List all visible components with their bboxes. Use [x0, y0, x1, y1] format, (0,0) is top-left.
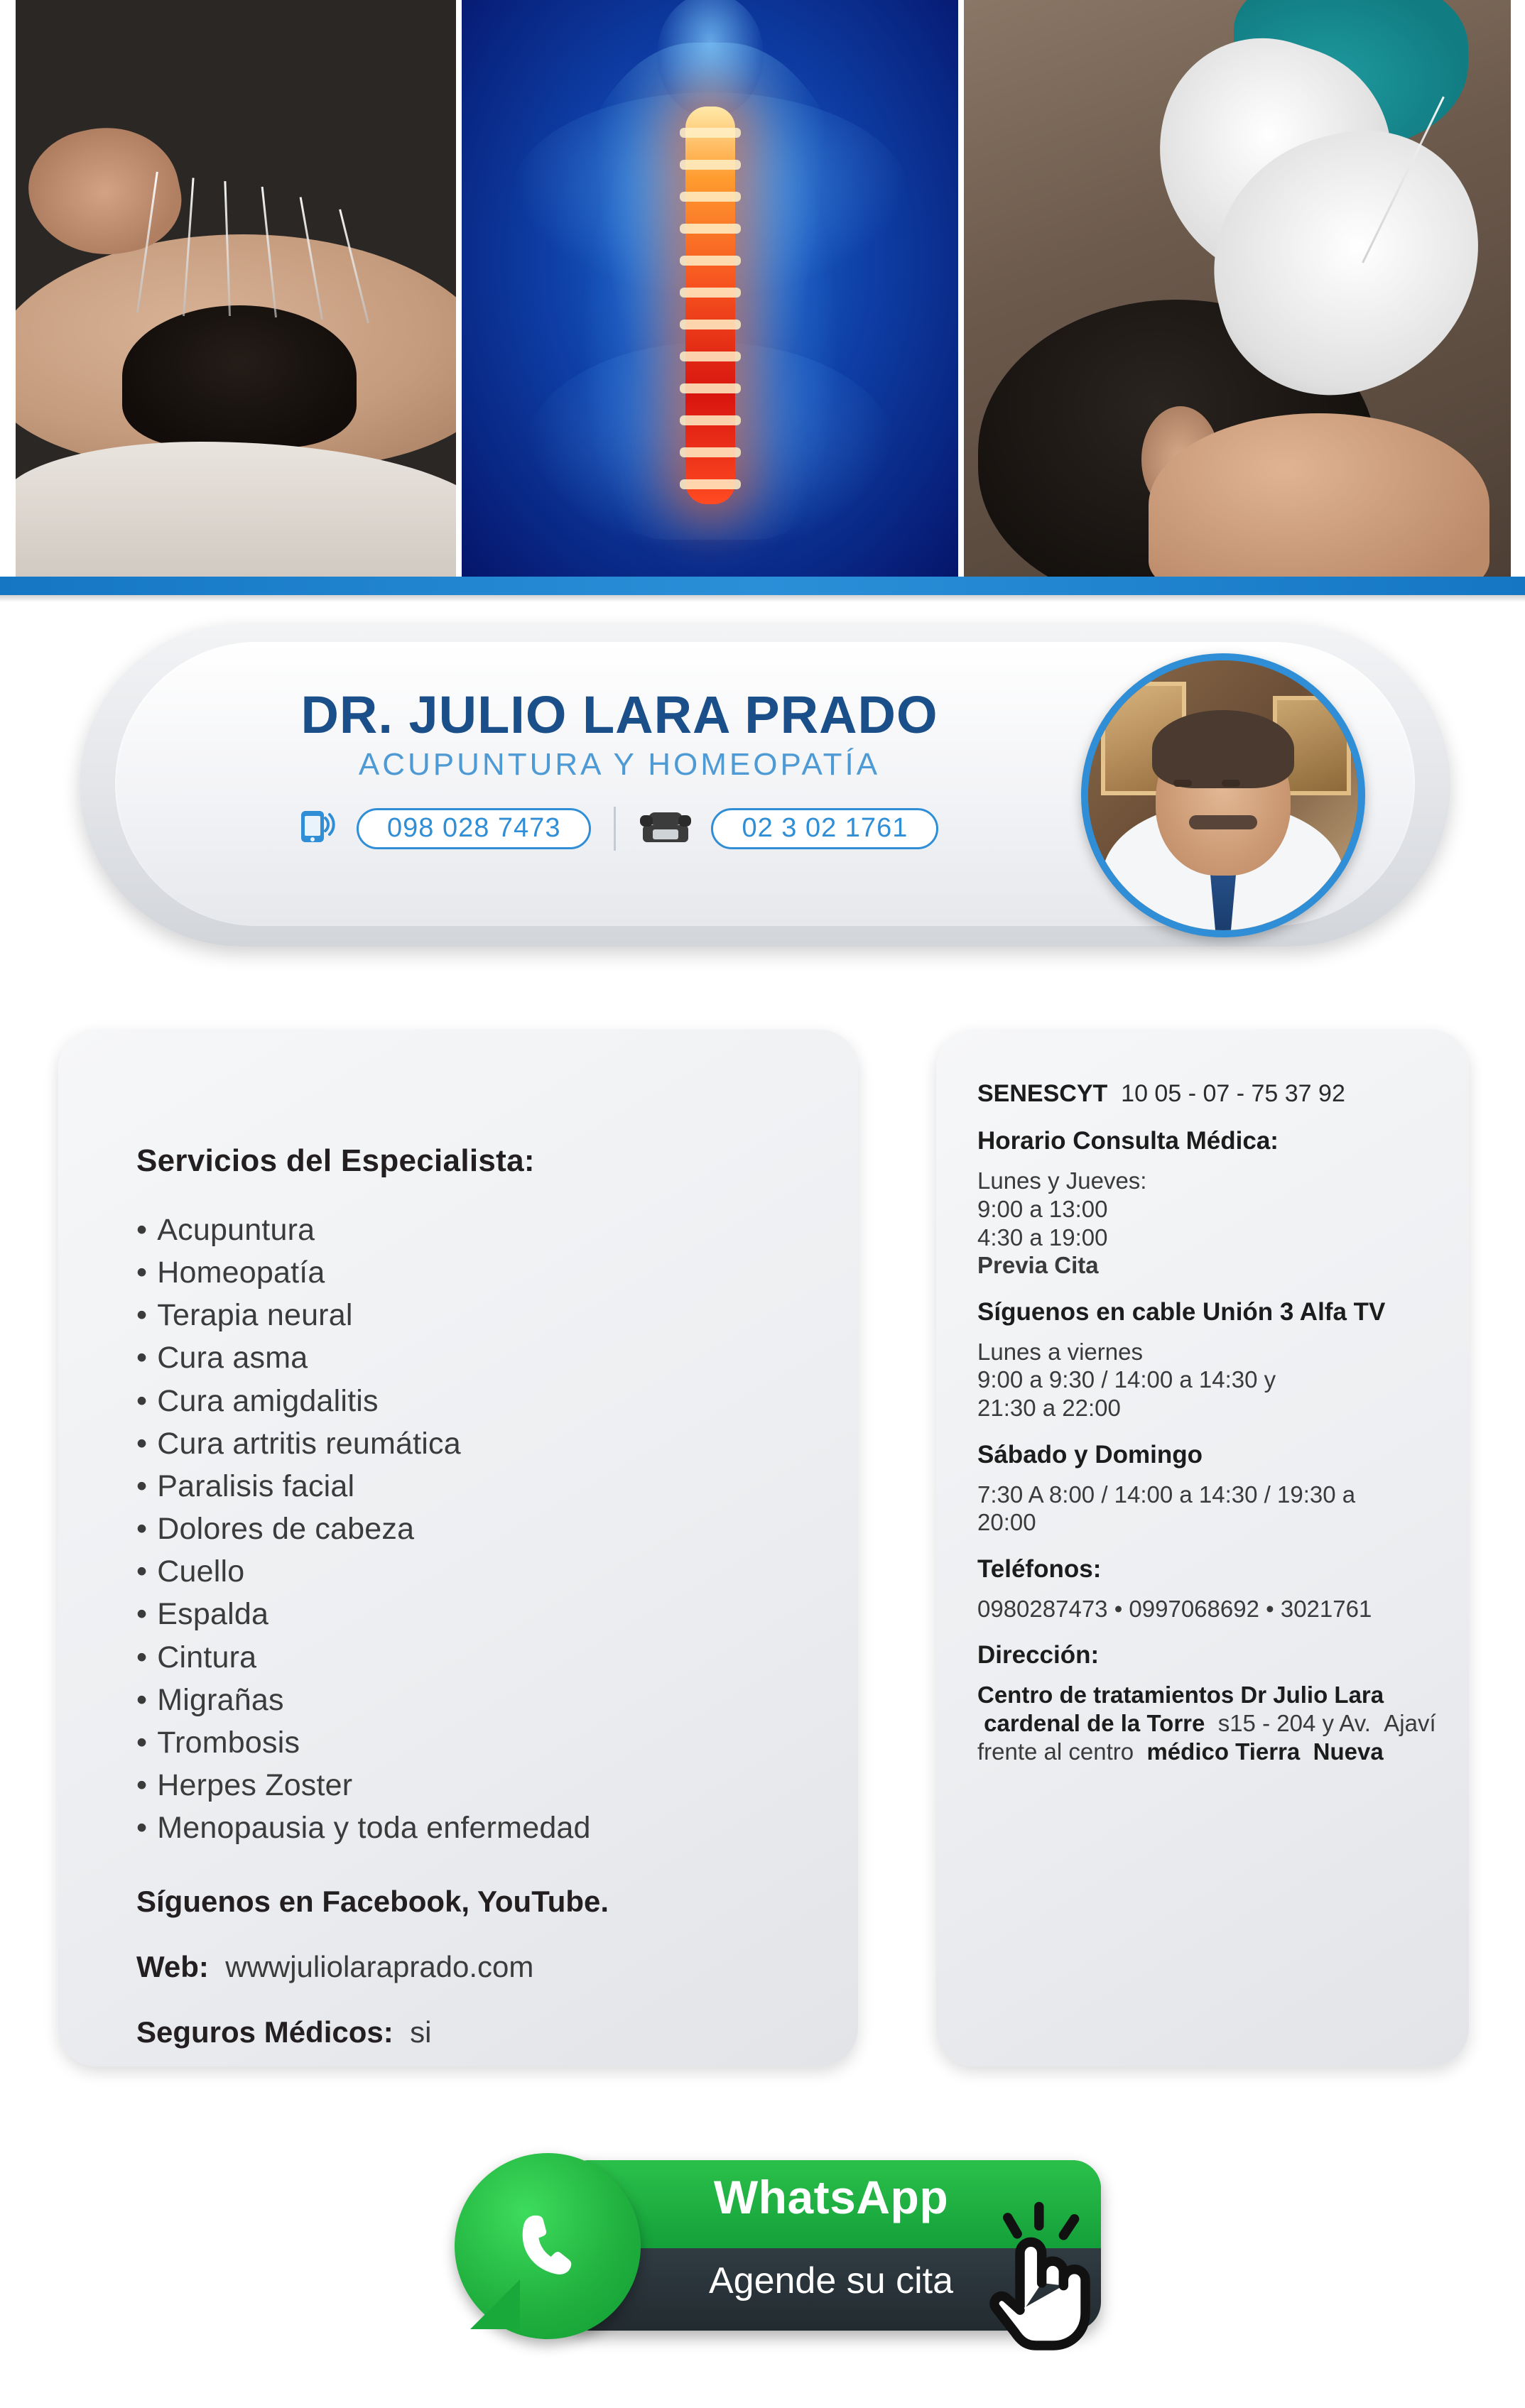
- service-label: Herpes Zoster: [157, 1768, 353, 1803]
- list-item: • Cura asma: [136, 1341, 308, 1375]
- insurance-label: Seguros Médicos:: [136, 2015, 394, 2049]
- phones-block: [977, 1555, 1440, 1623]
- list-item: • Cura artritis reumática: [136, 1426, 461, 1461]
- senescyt-value: 10 05 - 07 - 75 37 92: [1121, 1080, 1345, 1107]
- tv-title: Síguenos en cable Unión 3 Alfa TV: [977, 1297, 1386, 1326]
- service-label: Homeopatía: [157, 1255, 325, 1290]
- specialty-subtitle: ACUPUNTURA Y HOMEOPATÍA: [358, 747, 881, 782]
- whatsapp-subtitle: Agende su cita: [708, 2260, 954, 2301]
- header-card-inner: [115, 642, 1415, 926]
- service-label: Cura amigdalitis: [157, 1383, 379, 1418]
- list-item: • Cuello: [136, 1554, 245, 1589]
- mobile-phone-icon: [293, 804, 338, 853]
- senescyt-label: SENESCYT: [977, 1080, 1108, 1107]
- service-label: Espalda: [157, 1597, 269, 1632]
- social-follow-label: Síguenos en Facebook, YouTube.: [136, 1885, 609, 1919]
- service-label: Menopausia y toda enfermedad: [157, 1811, 591, 1846]
- phone-separator: [614, 807, 616, 851]
- photo-acupuncture-back: [16, 0, 456, 577]
- services-body: [136, 1143, 815, 2081]
- photo-spine-illustration: [462, 0, 959, 577]
- list-item: • Herpes Zoster: [136, 1768, 353, 1803]
- photo-band: [16, 0, 1511, 577]
- whatsapp-title: WhatsApp: [713, 2171, 949, 2223]
- blue-divider-bar: [0, 577, 1525, 595]
- phone-row: [293, 804, 938, 853]
- services-title: Servicios del Especialista:: [136, 1143, 535, 1178]
- service-label: Cuello: [157, 1554, 245, 1589]
- service-label: Trombosis: [157, 1725, 300, 1760]
- whatsapp-cta[interactable]: [455, 2145, 1122, 2358]
- list-item: • Terapia neural: [136, 1298, 353, 1333]
- list-item: • Dolores de cabeza: [136, 1512, 415, 1547]
- list-item: • Trombosis: [136, 1725, 300, 1760]
- divider-shadow: [0, 595, 1525, 602]
- avatar: [1081, 653, 1365, 937]
- services-footer: [136, 1885, 815, 2049]
- address-line-6: Nueva: [1313, 1738, 1384, 1765]
- list-item: • Menopausia y toda enfermedad: [136, 1811, 591, 1846]
- service-label: Cura artritis reumática: [157, 1426, 461, 1461]
- tv-weekday-times-2: 21:30 a 22:00: [977, 1395, 1121, 1422]
- insurance-value: si: [410, 2015, 432, 2049]
- website-line: [136, 1950, 815, 1984]
- address-text: [977, 1681, 1440, 1765]
- mobile-phone-number[interactable]: 098 028 7473: [357, 808, 591, 849]
- landline-phone-number[interactable]: 02 3 02 1761: [711, 808, 938, 849]
- photo-neck-treatment: [964, 0, 1511, 577]
- page-title: DR. JULIO LARA PRADO: [300, 685, 938, 744]
- service-label: Acupuntura: [157, 1213, 315, 1247]
- schedule-title: Horario Consulta Médica:: [977, 1127, 1279, 1155]
- tv-weekday-times-1: 9:00 a 9:30 / 14:00 a 14:30 y: [977, 1366, 1276, 1393]
- tv-weekend-times-2: 20:00: [977, 1509, 1036, 1536]
- tv-weekend-times-1: 7:30 A 8:00 / 14:00 a 14:30 / 19:30 a: [977, 1481, 1356, 1508]
- list-item: • Cintura: [136, 1640, 257, 1674]
- website-label: Web:: [136, 1950, 209, 1984]
- info-body: [977, 1079, 1440, 1784]
- phones-value[interactable]: 0980287473 • 0997068692 • 3021761: [977, 1595, 1372, 1622]
- tv-block: [977, 1298, 1440, 1422]
- weekend-block: [977, 1441, 1440, 1537]
- service-label: Paralisis facial: [157, 1469, 355, 1503]
- schedule-block: [977, 1127, 1440, 1279]
- list-item: • Acupuntura: [136, 1213, 315, 1247]
- list-item: • Homeopatía: [136, 1255, 325, 1290]
- address-line-2: cardenal de la Torre: [984, 1710, 1205, 1736]
- list-item: • Espalda: [136, 1597, 269, 1632]
- address-line-3: s15 - 204 y Av.: [1217, 1710, 1371, 1736]
- schedule-days: Lunes y Jueves:: [977, 1167, 1147, 1194]
- address-line-5: médico Tierra: [1146, 1738, 1301, 1765]
- hand-cursor-icon: [955, 2199, 1118, 2362]
- tv-weekend-title: Sábado y Domingo: [977, 1440, 1203, 1469]
- address-title: Dirección:: [977, 1641, 1100, 1669]
- list-item: • Migrañas: [136, 1682, 284, 1717]
- senescyt-block: [977, 1079, 1440, 1108]
- header-card: [80, 623, 1450, 947]
- address-block: [977, 1641, 1440, 1765]
- schedule-afternoon: 4:30 a 19:00: [977, 1224, 1108, 1251]
- list-item: • Cura amigdalitis: [136, 1383, 379, 1418]
- service-label: Terapia neural: [157, 1298, 353, 1333]
- service-label: Dolores de cabeza: [157, 1512, 415, 1547]
- services-panel: [58, 1030, 858, 2066]
- schedule-note: Previa Cita: [977, 1252, 1099, 1279]
- phones-title: Teléfonos:: [977, 1554, 1102, 1583]
- insurance-line: [136, 2015, 815, 2049]
- address-line-4: Ajaví frente al centro: [977, 1710, 1436, 1765]
- website-value[interactable]: wwwjuliolaraprado.com: [225, 1950, 534, 1984]
- info-panel: [936, 1030, 1469, 2066]
- service-label: Migrañas: [157, 1682, 284, 1717]
- address-line-1: Centro de tratamientos Dr Julio Lara: [977, 1682, 1384, 1709]
- tv-weekdays: Lunes a viernes: [977, 1338, 1143, 1365]
- social-follow-line: [136, 1885, 815, 1919]
- telephone-icon: [639, 804, 693, 853]
- service-label: Cintura: [157, 1640, 257, 1674]
- services-list: [136, 1213, 815, 1845]
- service-label: Cura asma: [157, 1341, 308, 1375]
- list-item: • Paralisis facial: [136, 1469, 355, 1503]
- schedule-morning: 9:00 a 13:00: [977, 1196, 1108, 1223]
- whatsapp-icon[interactable]: [455, 2153, 641, 2339]
